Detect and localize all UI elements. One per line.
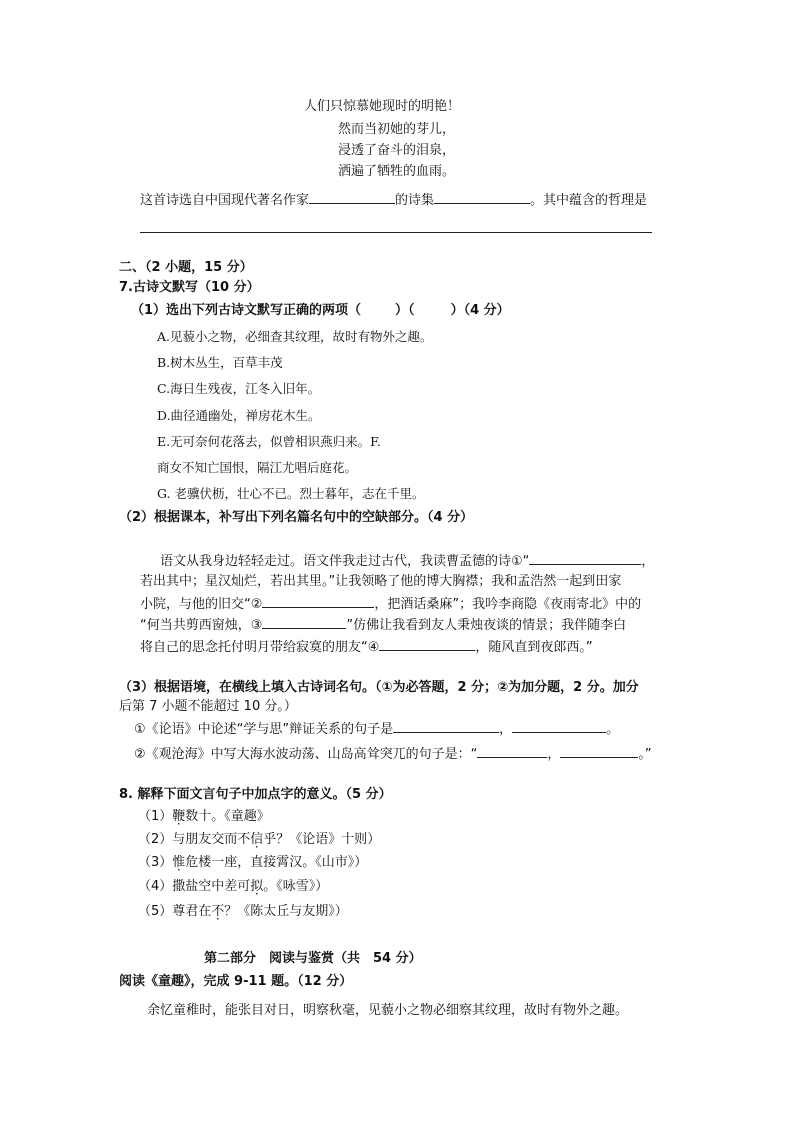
q8-item-1 [138,808,270,826]
question-7-1-text-a: （1）选出下列古诗文默写正确的两项（ [131,303,362,318]
fill-blank-2[interactable] [262,594,374,608]
poem-line-4: 洒遍了牺牲的血雨。 [338,164,456,179]
q8-item-4 [138,878,328,896]
passage-line-4 [140,615,626,635]
answer-line[interactable] [140,232,652,233]
question-7-3-line-1 [119,679,639,697]
fill-blank-6[interactable] [512,719,606,733]
passage-line-5-text-a: 将自己的思念托付明月带给寂寞的朋友“④ [140,640,380,655]
q8-item-3-dotted: 惟 [172,855,186,870]
poem-line-2: 然而当初她的芽儿， [338,122,456,137]
fill-blank-3[interactable] [262,615,346,629]
fill-blank-4[interactable] [379,637,475,651]
q8-item-3-num: （3） [138,855,173,870]
poem-line-1: 人们只惊慕她现时的明艳！ [304,99,461,114]
option-b: B.树木丛生，百草丰茂 [157,355,283,370]
question-7-3-text: （3）根据语境，在横线上填入古诗词名句。（①为必答题，2 分；②为加分题，2 分。加分 [119,680,639,695]
q8-item-1-num: （1） [138,809,173,824]
item-1-comma: ， [499,722,513,737]
item-1-period: 。 [606,722,620,737]
option-d: D.曲径通幽处，禅房花木生。 [157,408,321,423]
q8-item-2 [138,831,380,849]
question-7-3-line-2: 后第 7 小题不能超过 10 分。） [119,699,297,714]
passage-line-2: 若出其中；星汉灿烂，若出其里。”让我领略了他的博大胸襟；我和孟浩然一起到田家 [140,574,622,589]
passage-line-4-text-b: ”仿佛让我看到友人秉烛夜谈的情景；我伴随李白 [346,618,627,633]
part-2-title: 第二部分 阅读与鉴赏（共 54 分） [204,951,422,966]
q8-item-5 [138,903,348,921]
question-7-1 [131,302,510,320]
option-g: G. 老骥伏枥，壮心不已。烈士暮年，志在千里。 [157,486,425,501]
question-7-3-item-1 [134,719,619,739]
q8-item-4-rest: 。《咏雪》） [263,879,329,894]
q8-item-3-rest: 危楼一座，直接霄汉。《山市》） [185,855,368,870]
question-7-title: 7.古诗文默写（10 分） [119,280,260,295]
passage-line-3 [140,594,641,614]
passage-line-3-text-b: ，把酒话桑麻”；我吟李商隐《夜雨寄北》中的 [374,597,642,612]
q8-item-2-dotted: 信 [250,832,264,847]
fill-blank-1[interactable] [529,551,641,565]
passage-line-4-text-a: “何当共剪西窗烛，③ [140,618,263,633]
q8-item-4-text: （4）撒盐空中差可 [138,879,251,894]
question-7-3-item-2 [134,744,652,764]
source-question-text-1: 这首诗选自中国现代著名作家 [140,193,310,208]
q8-item-5-text: （5）尊君在 [138,904,212,919]
passage-line-5 [140,637,593,657]
option-e: E.无可奈何花落去，似曾相识燕归来。F. [157,434,381,449]
item-2-end: 。” [638,747,652,762]
option-c: C.海日生残夜，江冬入旧年。 [157,381,321,396]
reading-text: 余忆童稚时，能张目对日，明察秋毫，见藐小之物必细察其纹理，故时有物外之趣。 [147,1003,629,1018]
q8-item-4-dotted: 拟 [250,879,264,894]
passage-line-5-text-b: ，随风直到夜郎西。” [475,640,593,655]
q8-item-5-dotted: 不 [211,904,225,919]
fill-blank-5[interactable] [393,719,499,733]
reading-instruction: 阅读《童趣》，完成 9-11 题。（12 分） [119,974,353,989]
option-a: A.见藐小之物，必细查其纹理，故时有物外之趣。 [157,329,433,344]
q8-item-3 [138,854,367,872]
item-2-text: ②《观沧海》中写大海水波动荡、山岛高耸突兀的句子是：“ [134,747,478,762]
item-2-comma: ， [547,747,561,762]
fill-blank-7[interactable] [477,744,547,758]
fill-blank-8[interactable] [560,744,638,758]
section-2-title: 二、（2 小题，15 分） [119,260,253,275]
source-question [140,190,647,210]
q8-item-1-rest: 数十。《童趣》 [185,809,270,824]
question-7-1-text-c: ）（4 分） [450,303,510,318]
q8-item-1-dotted: 鞭 [172,809,186,824]
author-blank[interactable] [309,190,395,204]
passage-line-1-text: 语文从我身边轻轻走过。语文伴我走过古代，我读曹孟德的诗①“ [160,554,530,569]
passage-line-1 [160,551,654,571]
question-7-2-title: （2）根据课本，补写出下列名篇名句中的空缺部分。（4 分） [119,510,474,525]
source-question-text-3: 。其中蕴含的哲理是 [530,193,648,208]
source-question-text-2: 的诗集 [395,193,435,208]
question-7-1-text-b: ）（ [395,303,415,318]
passage-line-1-comma: ， [641,554,655,569]
item-1-text: ①《论语》中论述“学与思”辩证关系的句子是 [134,722,394,737]
q8-item-2-rest: 乎？《论语》十则） [263,832,381,847]
q8-item-5-rest: ？《陈太丘与友期》） [224,904,348,919]
q8-item-2-text: （2）与朋友交而不 [138,832,251,847]
passage-line-3-text-a: 小院，与他的旧交“② [140,597,263,612]
poem-line-3: 浸透了奋斗的泪泉， [338,143,456,158]
option-f: 商女不知亡国恨，隔江尤唱后庭花。 [157,460,358,475]
collection-blank[interactable] [434,190,530,204]
question-8-title: 8. 解释下面文言句子中加点字的意义。（5 分） [119,787,392,802]
